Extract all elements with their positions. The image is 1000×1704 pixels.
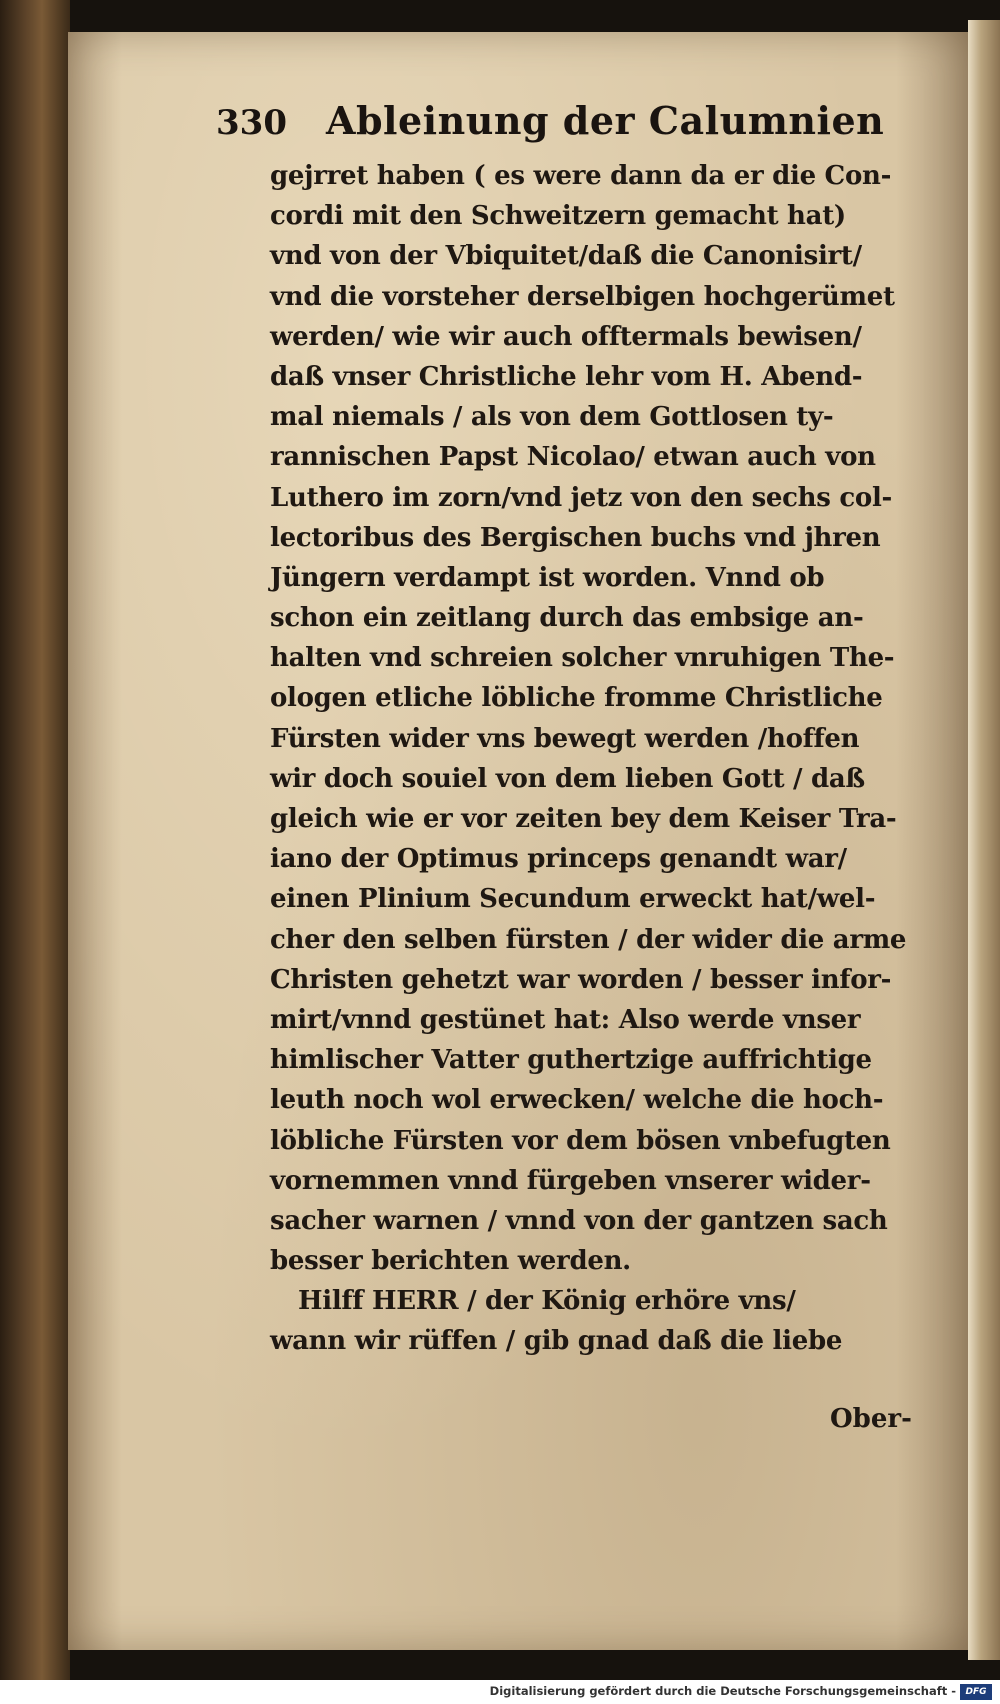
text-line: vnd die vorsteher derselbigen hochgerümet	[270, 281, 895, 312]
text-line: cher den selben fürsten / der wider die arme	[270, 924, 907, 955]
text-line: ologen etliche löbliche fromme Christliche	[270, 683, 883, 714]
text-line: Christen gehetzt war worden / besser infor-	[270, 964, 892, 995]
text-line: sacher warnen / vnnd von der gantzen sach	[270, 1205, 888, 1236]
text-line: gejrret haben ( es were dann da er die Con-	[270, 161, 892, 191]
text-line: mirt/vnnd gestünet hat: Also werde vnser	[270, 1004, 861, 1035]
text-line: einen Plinium Secundum erweckt hat/wel-	[270, 884, 876, 915]
running-title: Ableinung der Calumnien	[326, 98, 885, 143]
text-line: cordi mit den Schweitzern gemacht hat)	[270, 201, 846, 232]
text-line: besser berichten werden.	[270, 1246, 631, 1277]
text-line: vnd von der Vbiquitet/daß die Canonisirt/	[270, 241, 862, 272]
text-line: daß vnser Christliche lehr vom H. Abend-	[270, 361, 863, 392]
text-line: himlischer Vatter guthertzige auffrichtige	[270, 1045, 872, 1076]
text-line: vornemmen vnnd fürgeben vnserer wider-	[270, 1165, 871, 1196]
text-line: halten vnd schreien solcher vnruhigen The-	[270, 643, 895, 674]
catchword: Ober-	[830, 1404, 912, 1434]
text-line: iano der Optimus princeps genandt war/	[270, 844, 847, 875]
dfg-logo: DFG	[960, 1684, 992, 1700]
text-line: Hilff HERR / der König erhöre vns/	[298, 1286, 796, 1317]
page-number: 330	[216, 103, 287, 143]
funding-credit: Digitalisierung gefördert durch die Deutsche Forschungsgemeinschaft -	[489, 1684, 956, 1698]
text-line: lectoribus des Bergischen buchs vnd jhren	[270, 522, 881, 553]
text-line: werden/ wie wir auch offtermals bewisen/	[270, 321, 862, 352]
text-line: leuth noch wol erwecken/ welche die hoch-	[270, 1085, 884, 1116]
text-line: rannischen Papst Nicolao/ etwan auch von	[270, 442, 876, 473]
text-line: Luthero im zorn/vnd jetz von den sechs col-	[270, 482, 893, 513]
page-edge	[968, 20, 1000, 1660]
text-line: mal niemals / als von dem Gottlosen ty-	[270, 402, 834, 433]
text-body	[270, 156, 950, 1362]
text-line: wir doch souiel von dem lieben Gott / daß	[270, 763, 865, 794]
book-spine	[0, 0, 70, 1680]
text-line: Fürsten wider vns bewegt werden /hoffen	[270, 723, 860, 754]
text-line: schon ein zeitlang durch das embsige an-	[270, 603, 864, 634]
text-line: gleich wie er vor zeiten bey dem Keiser Tra-	[270, 804, 897, 834]
text-line: Jüngern verdampt ist worden. Vnnd ob	[270, 562, 825, 593]
text-line: wann wir rüffen / gib gnad daß die liebe	[270, 1326, 843, 1357]
page-header	[216, 98, 916, 148]
text-line: löbliche Fürsten vor dem bösen vnbefugten	[270, 1125, 891, 1156]
